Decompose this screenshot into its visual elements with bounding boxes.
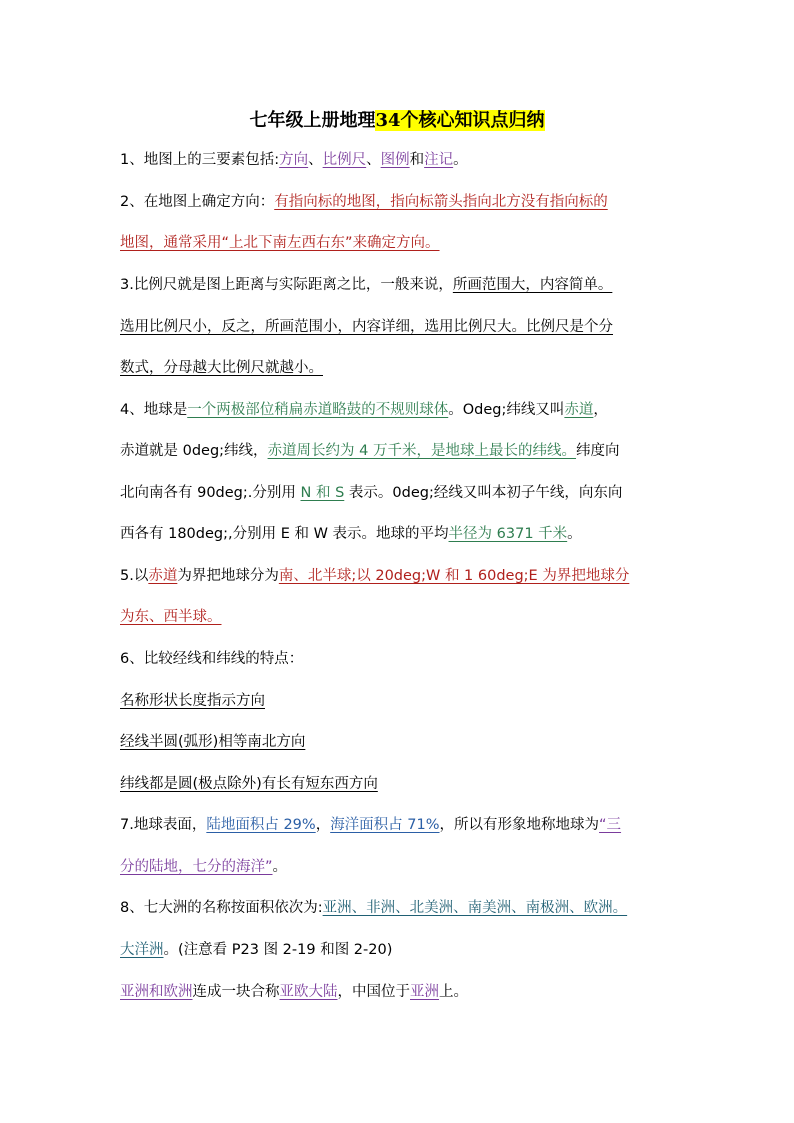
point-8-line-1 (120, 898, 627, 918)
text: 连成一块合称 (192, 984, 280, 1000)
text: 为界把地球分为 (177, 568, 279, 584)
comparison-row-header: 名称形状长度指示方向 (120, 693, 265, 709)
text: 4、地球是 (120, 402, 188, 418)
highlight-text: “三 (599, 817, 622, 833)
highlight-text: 亚洲、非洲、北美洲、南美洲、南极洲、欧洲。 (322, 900, 628, 916)
text: 3.比例尺就是图上距离与实际距离之比，一般来说， (120, 277, 453, 293)
highlight-text: 赤道 (148, 568, 178, 584)
term-direction: 方向 (279, 152, 309, 168)
point-5-line-1 (120, 566, 629, 586)
highlight-text: 陆地面积占 29% (206, 817, 316, 833)
highlight-text: 南、北半球;以 20deg;W 和 1 60deg;E 为界把地球分 (278, 568, 630, 584)
point-3-line-1 (120, 275, 612, 295)
text: 。(注意看 P23 图 2-19 和图 2-20) (163, 942, 393, 958)
comparison-row-parallel: 纬线都是圆(极点除外)有长有短东西方向 (120, 776, 378, 792)
text: 。 (272, 859, 288, 875)
highlight-text: 亚欧大陆 (279, 984, 338, 1000)
point-7-line-2 (120, 857, 287, 877)
highlight-text: 一个两极部位稍扁赤道略鼓的不规则球体 (187, 402, 449, 418)
highlight-text: 所画范围大，内容简单。 (452, 277, 613, 293)
point-6-heading: 6、比较经线和纬线的特点： (120, 651, 304, 667)
point-4-line-1 (120, 400, 608, 420)
highlight-text: 海洋面积占 71% (330, 817, 440, 833)
text: 5.以 (120, 568, 149, 584)
text: 8、七大洲的名称按面积依次为: (120, 900, 323, 916)
highlight-text: 亚洲和欧洲 (120, 984, 193, 1000)
point-9 (120, 982, 468, 1002)
point-3-line-2: 选用比例尺小，反之，所画范围小，内容详细，选用比例尺大。比例尺是个分 (120, 319, 613, 335)
point-4-line-2 (120, 441, 620, 461)
text: 西各有 180deg;,分别用 E 和 W 表示。地球的平均 (120, 526, 449, 542)
text: 7.地球表面， (120, 817, 207, 833)
comparison-row-meridian: 经线半圆(弧形)相等南北方向 (120, 734, 306, 750)
text: 纬度向 (576, 443, 620, 459)
point-2-line-2: 地图，通常采用“上北下南左西右东”来确定方向。 (120, 235, 440, 251)
text: 2、在地图上确定方向： (120, 194, 275, 210)
text: 。 (453, 152, 468, 168)
text: 表示。0deg;经线又叫本初子午线，向东向 (344, 485, 623, 501)
term-legend: 图例 (380, 152, 410, 168)
highlight-text: 赤道 (564, 402, 594, 418)
highlight-text: 有指向标的地图，指向标箭头指向北方没有指向标的 (274, 194, 608, 210)
text: ， (315, 817, 331, 833)
point-4-line-4 (120, 524, 582, 544)
text: 北向南各有 90deg;.分别用 (120, 485, 301, 501)
point-4-line-3 (120, 483, 622, 503)
text: 赤道就是 0deg;纬线， (120, 443, 268, 459)
text: ，中国位于 (337, 984, 410, 1000)
highlight-text: N 和 S (300, 485, 345, 501)
point-7-line-1 (120, 815, 621, 835)
text: ， (593, 402, 608, 418)
term-annotation: 注记 (424, 152, 454, 168)
text: 上。 (439, 984, 468, 1000)
text: ，所以有形象地称地球为 (439, 817, 600, 833)
text: 和 (409, 152, 425, 168)
highlight-text: 半径为 6371 千米 (448, 526, 568, 542)
term-scale: 比例尺 (322, 152, 367, 168)
point-5-line-2: 为东、西半球。 (120, 609, 222, 625)
point-2-line-1 (120, 192, 608, 212)
highlight-text: 分的陆地，七分的海洋” (120, 859, 273, 875)
text: 1、地图上的三要素包括: (120, 152, 280, 168)
highlight-text: 大洋洲 (120, 942, 164, 958)
point-3-line-3: 数式，分母越大比例尺就越小。 (120, 360, 323, 376)
title-highlight: 34个核心知识点归纳 (375, 110, 545, 131)
page-title (0, 106, 794, 132)
highlight-text: 赤道周长约为 4 万千米，是地球上最长的纬线。 (267, 443, 577, 459)
text: 。 (567, 526, 582, 542)
point-1 (120, 150, 468, 170)
text: 、 (366, 152, 381, 168)
text: 、 (308, 152, 323, 168)
text: 。Odeg;纬线又叫 (448, 402, 565, 418)
title-main: 七年级上册地理 (249, 110, 376, 131)
point-8-line-2 (120, 940, 392, 960)
highlight-text: 亚洲 (410, 984, 439, 1000)
